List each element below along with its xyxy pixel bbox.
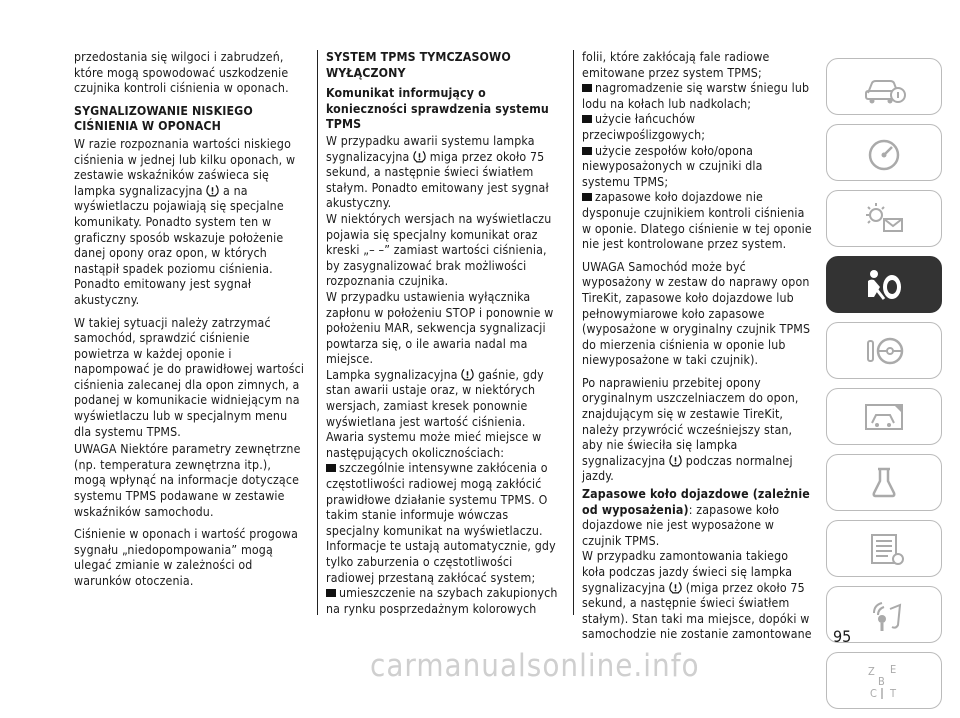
- list-item: nagromadzenie się warstw śniegu lub lodu na kołach lub nadkolach;: [582, 81, 810, 111]
- safety-icon: [860, 265, 908, 305]
- paragraph: W razie rozpoznania wartości niskiego ciśnienia w jednej lub kilku oponach, w zestawie wskaźników zaświeca się lampka sygnalizacyjna a na wyświetlaczu pojawiają się specjalne komunikaty. Ponadto system ten w graficzny sposób wskazuje położenie danej opony oraz opon, w których nastąpił spadek poziomu ciśnienia. Ponadto emitowany jest sygnał akustyczny.: [74, 136, 296, 307]
- bullet-icon: [582, 193, 592, 201]
- paragraph: W przypadku zamontowania takiego koła podczas jazdy świeci się lampka sygnalizacyjna (miga przez około 75 sekund, a następnie świeci światłem stałym). Stan taki ma miejsce, dopóki w samochodzie nie zostanie zamontowane: [582, 549, 812, 642]
- paragraph: folii, które zakłócają fale radiowe emitowane przez system TPMS;: [582, 50, 770, 80]
- paragraph: Ciśnienie w oponach i wartość progowa sygnału „niedopompowania” mogą ulegać zmianie w zależności od warunków otoczenia.: [74, 527, 299, 588]
- emergency-icon: [860, 463, 908, 503]
- paragraph: Zapasowe koło dojazdowe (zależnie od wyposażenia): zapasowe koło dojazdowe nie jest wyposażone w czujnik TPMS.: [582, 487, 810, 548]
- list-item: szczególnie intensywne zakłócenia o częstotliwości radiowej mogą zakłócić prawidłowe działanie systemu TPMS. O takim stanie informuje wówczas specjalny komunikat na wyświetlaczu. Informacje te ustają automatycznie, gdy tylko zaburzenia o częstotliwości radiowej przestaną zakłócać system;: [326, 461, 556, 585]
- tab-starting-driving[interactable]: [826, 322, 942, 379]
- section-heading: SYGNALIZOWANIE NISKIEGO CIŚNIENIA W OPONACH: [74, 103, 253, 134]
- tpms-warning-light-icon: [669, 581, 682, 594]
- warning-lights-icon: [860, 397, 908, 437]
- tab-car-info[interactable]: [826, 58, 942, 115]
- svg-text:C: C: [870, 686, 877, 700]
- list-item: zapasowe koło dojazdowe nie dysponuje czujnikiem kontroli ciśnienia w oponie. Dlatego ciśnienie w tej oponie nie jest kontrolowane przez system.: [582, 190, 812, 252]
- bullet-icon: [582, 84, 592, 92]
- watermark: carmanualsonline.info: [370, 648, 700, 684]
- text-column-2: [326, 50, 564, 624]
- paragraph: przedostania się wilgoci i zabrudzeń, które mogą spowodować uszkodzenie czujnika kontroli ciśnienia w oponach.: [74, 50, 289, 96]
- page-number: 95: [833, 627, 852, 646]
- tpms-warning-light-icon: [206, 184, 219, 197]
- tab-maintenance[interactable]: [826, 520, 942, 577]
- paragraph: W przypadku awarii systemu lampka sygnalizacyjna miga przez około 75 sekund, a następnie świeci światłem stałym. Ponadto emitowany jest sygnał akustyczny.: [326, 133, 549, 211]
- tab-safety[interactable]: [826, 256, 942, 313]
- paragraph: Lampka sygnalizacyjna gaśnie, gdy stan awarii ustaje oraz, w niektórych wersjach, zamiast kresek ponownie wyświetlana jest wartość ciśnienia.: [326, 367, 544, 429]
- svg-text:Z: Z: [868, 664, 875, 678]
- paragraph: W takiej sytuacji należy zatrzymać samochód, sprawdzić ciśnienie powietrza w każdej oponie i napompować je do prawidłowej wartości ciśnienia zalecanej dla opon zimnych, a podanej w komunikacie widniejącym na wyświetlaczu lub w specjalnym menu dla systemu TPMS.: [74, 315, 305, 439]
- svg-text:B: B: [878, 674, 885, 688]
- list-item: użycie zespołów koło/opona niewyposażonych w czujniki dla systemu TPMS;: [582, 143, 763, 189]
- section-heading: SYSTEM TPMS TYMCZASOWO WYŁĄCZONY: [326, 50, 511, 80]
- tab-warning-lights[interactable]: [826, 388, 942, 445]
- tpms-warning-light-icon: [461, 368, 474, 381]
- car-info-icon: [860, 67, 908, 107]
- lights-message-icon: [860, 199, 908, 239]
- svg-text:E: E: [890, 662, 897, 676]
- tpms-warning-light-icon: [669, 454, 682, 467]
- technical-data-icon: [860, 595, 908, 635]
- bullet-icon: [326, 589, 336, 597]
- text-column-3: [582, 50, 814, 650]
- column-divider: [573, 50, 574, 615]
- maintenance-icon: [860, 529, 908, 569]
- bullet-icon: [582, 115, 592, 123]
- svg-text:T: T: [890, 686, 897, 700]
- sub-heading: Komunikat informujący o konieczności sprawdzenia systemu TPMS: [326, 86, 549, 132]
- tpms-warning-light-icon: [413, 150, 426, 163]
- text-column-1: [74, 50, 306, 597]
- bullet-icon: [326, 464, 336, 472]
- paragraph: Awaria systemu może mieć miejsce w następujących okolicznościach:: [326, 430, 542, 460]
- paragraph: W przypadku ustawienia wyłącznika zapłonu w położeniu STOP i ponownie w położeniu MAR, sekwencja sygnalizacji powtarza się, o ile awaria nadal ma miejsce.: [326, 289, 554, 367]
- tab-lights-messages[interactable]: [826, 190, 942, 247]
- dashboard-icon: [860, 133, 908, 173]
- list-item: umieszczenie na szybach zakupionych na rynku posprzedażnym kolorowych: [326, 586, 558, 616]
- bullet-icon: [582, 147, 592, 155]
- starting-driving-icon: [860, 331, 908, 371]
- inline-heading: Zapasowe koło dojazdowe (zależnie od wyposażenia): [582, 487, 810, 517]
- paragraph: Po naprawieniu przebitej opony oryginalnym uszczelniaczem do opon, znajdującym się w zestawie TireKit, należy przywrócić wcześniejszy stan, aby nie świeciła się lampka sygnalizacyjna podczas normalnej jazdy.: [582, 375, 799, 484]
- index-icon: [860, 661, 908, 701]
- column-divider: [317, 50, 318, 615]
- list-item: użycie łańcuchów przeciwpoślizgowych;: [582, 112, 706, 142]
- tab-index[interactable]: [826, 652, 942, 709]
- paragraph: UWAGA Niektóre parametry zewnętrzne (np. temperatura zewnętrzna itp.), mogą wpłynąć na informacje dotyczące systemu TPMS podawane w zestawie wskaźników samochodu.: [74, 442, 301, 519]
- chapter-tabs: [826, 58, 942, 718]
- tab-dashboard[interactable]: [826, 124, 942, 181]
- paragraph: UWAGA Samochód może być wyposażony w zestaw do naprawy opon TireKit, zapasowe koło dojazdowe lub pełnowymiarowe koło zapasowe (wyposażone w oryginalny czujnik TPMS do mierzenia ciśnienia w oponie lub niewyposażone w taki czujnik).: [582, 259, 811, 368]
- paragraph: W niektórych wersjach na wyświetlaczu pojawia się specjalny komunikat oraz kreski „– –” zamiast wartości ciśnienia, by zasygnalizować brak możliwości rozpoznania czujnika.: [326, 211, 552, 289]
- tab-emergency[interactable]: [826, 454, 942, 511]
